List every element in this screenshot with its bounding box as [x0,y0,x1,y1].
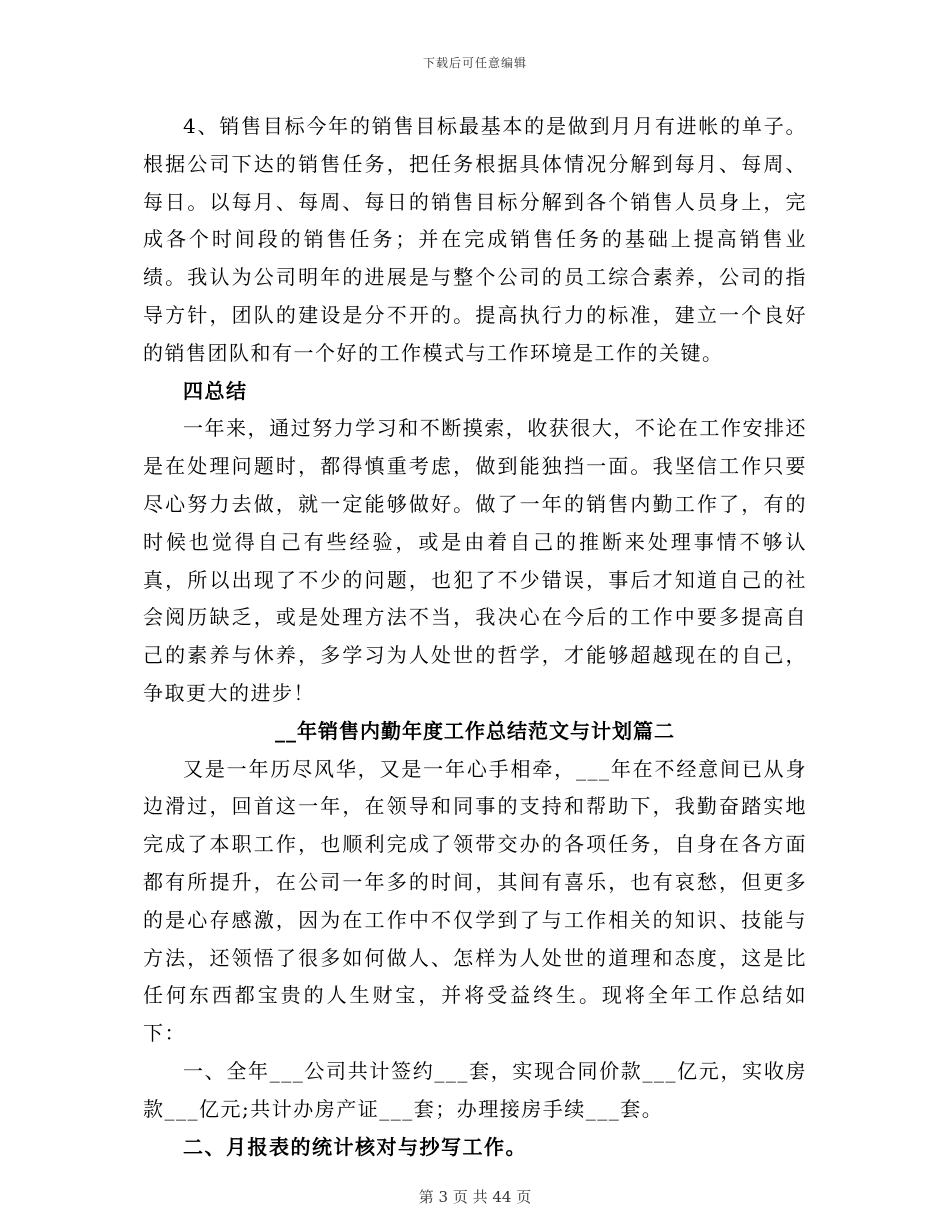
paragraph-annual-figures: 一、全年___公司共计签约___套，实现合同价款___亿元，实收房款___亿元;共计办房产证___套；办理接房手续___套。 [143,1058,807,1121]
paragraph-sales-target: 4、销售目标今年的销售目标最基本的是做到月月有进帐的单子。根据公司下达的销售任务，把任务根据具体情况分解到每月、每周、每日。以每月、每周、每日的销售目标分解到各个销售人员身上，完成各个时间段的销售任务；并在完成销售任务的基础上提高销售业绩。我认为公司明年的进展是与整个公司的员工综合素养，公司的指导方针，团队的建设是分不开的。提高执行力的标准，建立一个良好的销售团队和有一个好的工作模式与工作环境是工作的关键。 [143,114,807,365]
section-heading-summary: 四总结 [183,378,248,403]
page-header: 下载后可任意编辑 [422,56,527,70]
paragraph-intro: 又是一年历尽风华，又是一年心手相牵，___年在不经意间已从身边滑过，回首这一年，在领导和同事的支持和帮助下，我勤奋踏实地完成了本职工作，也顺利完成了领带交办的各项任务，自身在各方面都有所提升，在公司一年多的时间，其间有喜乐，也有哀愁，但更多的是心存感激，因为在工作中不仅学到了与工作相关的知识、技能与方法，还领悟了很多如何做人、怎样为人处世的道理和态度，这是比任何东西都宝贵的人生财宝，并将受益终生。现将全年工作总结如下： [143,756,807,1046]
document-body [143,108,807,1166]
page-footer: 第 3 页 共 44 页 [418,1188,532,1206]
section-heading-monthly-reports: 二、月报表的统计核对与抄写工作。 [183,1134,527,1159]
paragraph-summary: 一年来，通过努力学习和不断摸索，收获很大，不论在工作安排还是在处理问题时，都得慎重考虑，做到能独挡一面。我坚信工作只要尽心努力去做，就一定能够做好。做了一年的销售内勤工作了，有的时候也觉得自己有些经验，或是由着自己的推断来处理事情不够认真，所以出现了不少的问题，也犯了不少错误，事后才知道自己的社会阅历缺乏，或是处理方法不当，我决心在今后的工作中要多提高自己的素养与休养，多学习为人处世的哲学，才能够超越现在的自己，争取更大的进步！ [143,416,807,705]
article-title: __年销售内勤年度工作总结范文与计划篇二 [275,718,675,743]
